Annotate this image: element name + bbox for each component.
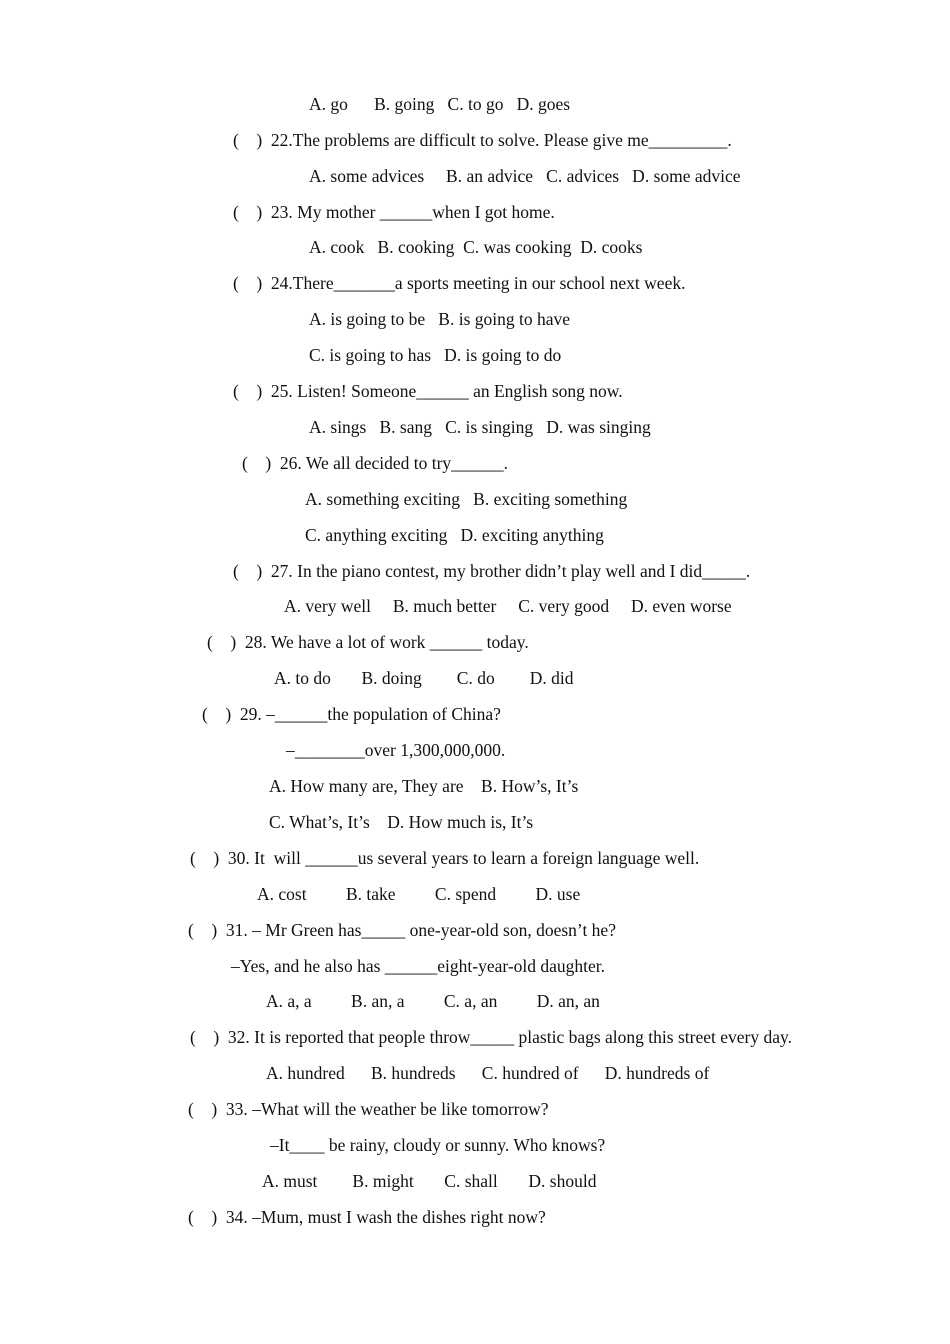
- q25-stem: ( ) 25. Listen! Someone______ an English song now.: [233, 381, 623, 401]
- q31-options: A. a, a B. an, a C. a, an D. an, an: [266, 991, 600, 1011]
- q25-options: A. sings B. sang C. is singing D. was singing: [309, 417, 651, 437]
- q29-options-1: A. How many are, They are B. How’s, It’s: [269, 776, 579, 796]
- q31-reply: –Yes, and he also has ______eight-year-old daughter.: [231, 956, 606, 976]
- q26-options-2: C. anything exciting D. exciting anything: [305, 525, 604, 545]
- q28-stem: ( ) 28. We have a lot of work ______ today.: [207, 632, 529, 652]
- q27-stem: ( ) 27. In the piano contest, my brother didn’t play well and I did_____.: [233, 561, 751, 581]
- q29-stem: ( ) 29. –______the population of China?: [202, 704, 501, 724]
- q24-stem: ( ) 24.There_______a sports meeting in our school next week.: [233, 273, 686, 293]
- q33-stem: ( ) 33. –What will the weather be like tomorrow?: [188, 1099, 549, 1119]
- q21-options: A. go B. going C. to go D. goes: [309, 94, 571, 114]
- q30-stem: ( ) 30. It will ______us several years to learn a foreign language well.: [190, 848, 700, 868]
- q23-options: A. cook B. cooking C. was cooking D. cooks: [309, 237, 643, 257]
- q24-options-2: C. is going to has D. is going to do: [309, 345, 562, 365]
- q33-reply: –It____ be rainy, cloudy or sunny. Who knows?: [270, 1135, 606, 1155]
- q32-stem: ( ) 32. It is reported that people throw_____ plastic bags along this street every day.: [190, 1027, 792, 1047]
- q34-stem: ( ) 34. –Mum, must I wash the dishes right now?: [188, 1207, 546, 1227]
- q31-stem: ( ) 31. – Mr Green has_____ one-year-old son, doesn’t he?: [188, 920, 616, 940]
- q22-stem: ( ) 22.The problems are difficult to solve. Please give me_________.: [233, 130, 732, 150]
- q30-options: A. cost B. take C. spend D. use: [257, 884, 581, 904]
- q24-options-1: A. is going to be B. is going to have: [309, 309, 571, 329]
- q22-options: A. some advices B. an advice C. advices D. some advice: [309, 166, 741, 186]
- q32-options: A. hundred B. hundreds C. hundred of D. hundreds of: [266, 1063, 710, 1083]
- q29-reply: –________over 1,300,000,000.: [286, 740, 506, 760]
- q33-options: A. must B. might C. shall D. should: [262, 1171, 597, 1191]
- q28-options: A. to do B. doing C. do D. did: [274, 668, 574, 688]
- q23-stem: ( ) 23. My mother ______when I got home.: [233, 202, 555, 222]
- q26-stem: ( ) 26. We all decided to try______.: [242, 453, 509, 473]
- q29-options-2: C. What’s, It’s D. How much is, It’s: [269, 812, 534, 832]
- q26-options-1: A. something exciting B. exciting something: [305, 489, 628, 509]
- q27-options: A. very well B. much better C. very good D. even worse: [284, 596, 732, 616]
